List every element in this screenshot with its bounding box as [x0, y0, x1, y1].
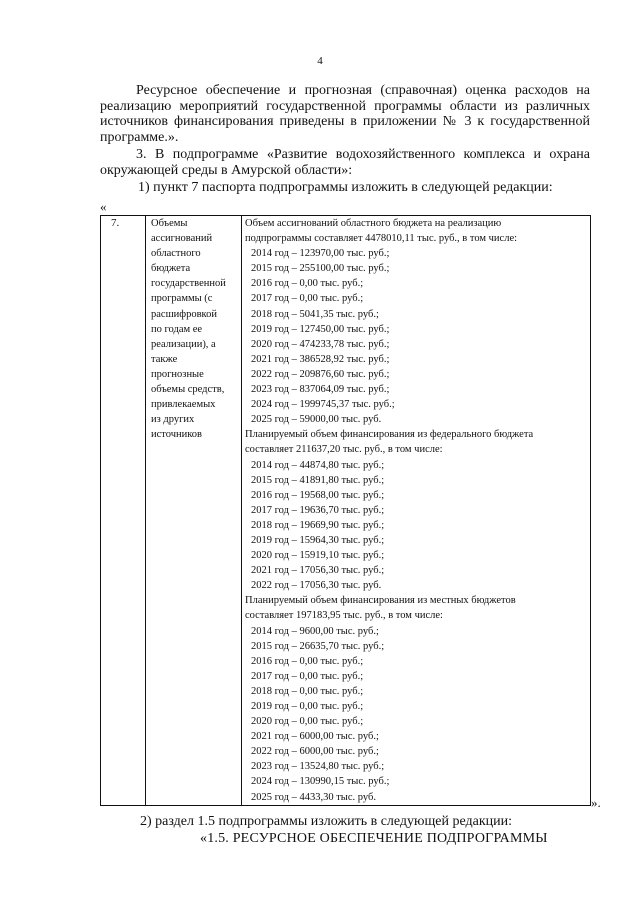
name-line: реализации), а — [151, 338, 216, 350]
value-line: 2015 год – 255100,00 тыс. руб.; — [251, 263, 390, 275]
name-line: расшифровкой — [151, 308, 217, 320]
value-line: 2020 год – 0,00 тыс. руб.; — [251, 716, 364, 728]
value-line: 2024 год – 130990,15 тыс. руб.; — [251, 776, 390, 788]
value-line: 2018 год – 19669,90 тыс. руб.; — [251, 519, 385, 531]
table-row — [101, 216, 591, 806]
value-line: 2014 год – 123970,00 тыс. руб.; — [251, 248, 390, 260]
value-line: 2020 год – 15919,10 тыс. руб.; — [251, 550, 385, 562]
value-line: Объем ассигнований областного бюджета на реализацию — [245, 218, 502, 229]
row-values-cell — [242, 216, 591, 806]
value-line: 2017 год – 0,00 тыс. руб.; — [251, 293, 364, 305]
paragraph-resource-provision: Ресурсное обеспечение и прогнозная (справочная) оценка расходов на реализацию мероприятий государственной программы области из различных источников финансирования приведены в приложении № 3 к государственной программе.». — [100, 83, 590, 145]
passport-table — [100, 215, 591, 806]
opening-quote: « — [100, 199, 107, 214]
page-number: 4 — [317, 55, 323, 67]
name-line: государственной — [151, 278, 226, 290]
value-line: Планируемый объем финансирования из местных бюджетов — [245, 595, 516, 607]
value-line: 2014 год – 9600,00 тыс. руб.; — [251, 625, 379, 637]
value-line: 2022 год – 17056,30 тыс. руб. — [251, 580, 382, 592]
value-line: 2019 год – 15964,30 тыс. руб.; — [251, 534, 385, 546]
value-line: подпрограммы составляет 4478010,11 тыс. руб., в том числе: — [245, 233, 518, 245]
value-line: 2020 год – 474233,78 тыс. руб.; — [251, 338, 390, 350]
value-line: 2022 год – 6000,00 тыс. руб.; — [251, 746, 379, 758]
value-line: 2016 год – 0,00 тыс. руб.; — [251, 278, 364, 290]
section-2-instruction: 2) раздел 1.5 подпрограммы изложить в следующей редакции: — [140, 814, 513, 829]
name-line: бюджета — [151, 263, 191, 275]
value-line: 2023 год – 837064,09 тыс. руб.; — [251, 384, 390, 396]
closing-quote: ». — [591, 795, 601, 810]
name-line: также — [151, 353, 178, 365]
value-line: составляет 197183,95 тыс. руб., в том числе: — [245, 610, 443, 622]
name-line: источников — [151, 429, 203, 441]
value-line: 2016 год – 0,00 тыс. руб.; — [251, 655, 364, 667]
value-line: 2015 год – 26635,70 тыс. руб.; — [251, 640, 385, 652]
value-line: Планируемый объем финансирования из федерального бюджета — [245, 429, 534, 441]
value-line: 2023 год – 13524,80 тыс. руб.; — [251, 761, 385, 773]
value-line: 2017 год – 0,00 тыс. руб.; — [251, 670, 364, 682]
value-line: 2018 год – 0,00 тыс. руб.; — [251, 685, 364, 697]
value-line: 2024 год – 1999745,37 тыс. руб.; — [251, 399, 395, 411]
value-line: 2018 год – 5041,35 тыс. руб.; — [251, 308, 379, 320]
value-line: 2021 год – 17056,30 тыс. руб.; — [251, 565, 385, 577]
paragraph-subprogram-amendment: 3. В подпрограмме «Развитие водохозяйственного комплекса и охрана окружающей среды в Амурской области»: — [100, 147, 590, 178]
name-line: привлекаемых — [151, 399, 216, 411]
value-line: 2017 год – 19636,70 тыс. руб.; — [251, 504, 385, 516]
value-line: 2014 год – 44874,80 тыс. руб.; — [251, 459, 385, 471]
name-line: областного — [151, 248, 201, 260]
name-line: прогнозные — [151, 368, 204, 380]
name-line: программы (с — [151, 293, 213, 305]
value-line: 2025 год – 4433,30 тыс. руб. — [251, 791, 376, 803]
value-line: 2016 год – 19568,00 тыс. руб.; — [251, 489, 385, 501]
paragraph-item-7: 1) пункт 7 паспорта подпрограммы изложить в следующей редакции: — [138, 180, 553, 195]
value-line: 2019 год – 0,00 тыс. руб.; — [251, 701, 364, 712]
name-line: ассигнований — [151, 233, 213, 245]
name-line: объемы средств, — [151, 384, 225, 396]
value-line: 2022 год – 209876,60 тыс. руб.; — [251, 368, 390, 380]
row-name-cell — [146, 216, 242, 806]
section-1-5-title: «1.5. РЕСУРСНОЕ ОБЕСПЕЧЕНИЕ ПОДПРОГРАММЫ — [200, 831, 548, 846]
value-line: 2021 год – 386528,92 тыс. руб.; — [251, 353, 390, 365]
name-line: по годам ее — [151, 323, 203, 335]
row-number: 7. — [101, 216, 146, 806]
value-line: составляет 211637,20 тыс. руб., в том числе: — [245, 444, 443, 456]
value-line: 2015 год – 41891,80 тыс. руб.; — [251, 474, 385, 486]
value-line: 2019 год – 127450,00 тыс. руб.; — [251, 323, 390, 335]
name-line: Объемы — [151, 218, 188, 229]
value-line: 2025 год – 59000,00 тыс. руб. — [251, 414, 382, 426]
name-line: из других — [151, 414, 195, 426]
value-line: 2021 год – 6000,00 тыс. руб.; — [251, 731, 379, 743]
